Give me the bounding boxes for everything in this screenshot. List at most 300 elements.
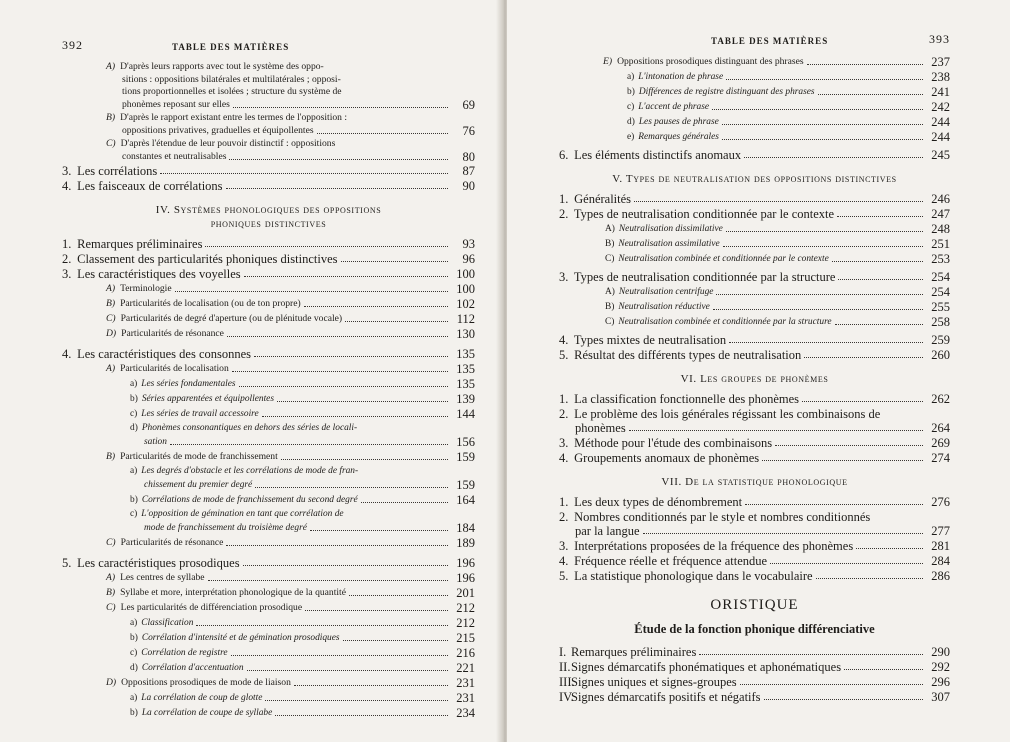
entry-title: Types mixtes de neutralisation — [573, 333, 727, 347]
item-marker: c) — [627, 102, 635, 112]
toc-para-c — [62, 138, 475, 163]
oristique-heading: ORISTIQUE — [710, 597, 799, 613]
section-heading-iv — [62, 203, 475, 231]
item-marker: C) — [605, 254, 615, 264]
page-ref: 112 — [456, 312, 475, 326]
toc-subsubentry — [559, 237, 950, 251]
right-running-head — [559, 34, 950, 54]
para-line: D'après leurs rapports avec tout le système des oppo- — [120, 61, 324, 72]
toc-entry — [559, 348, 950, 362]
para-line: tions proportionnelles et isolées ; structure du système de — [122, 86, 342, 97]
sub-marker: C) — [106, 313, 116, 324]
item-marker: d) — [130, 663, 138, 673]
item-title: Phonèmes consonantiques en dehors des séries de locali- — [141, 423, 358, 433]
page-ref: 212 — [456, 601, 475, 615]
dot-leader — [160, 173, 448, 174]
dot-leader — [744, 157, 923, 158]
dot-leader — [745, 504, 923, 505]
toc-entry — [559, 569, 950, 583]
page-ref: 244 — [931, 115, 950, 129]
item-title: Neutralisation combinée et conditionnée par la structure — [618, 317, 832, 327]
page-ref: 260 — [931, 348, 950, 362]
toc-entry — [62, 556, 475, 570]
page-ref: 237 — [931, 55, 950, 69]
sub-marker: C) — [106, 602, 116, 613]
toc-subentry — [62, 676, 475, 690]
item-marker: a) — [130, 693, 138, 703]
toc-subsubentry — [62, 407, 475, 421]
page-ref: 156 — [456, 435, 475, 449]
section-heading-line: IV. Systèmes phonologiques des oppositions — [155, 204, 382, 216]
item-title: Neutralisation dissimilative — [618, 224, 723, 234]
dot-leader — [175, 291, 448, 292]
dot-leader — [712, 109, 923, 110]
sub-title: Particularités de résonance — [121, 328, 224, 339]
page-ref: 80 — [462, 149, 475, 164]
entry-number: 5. — [62, 556, 72, 570]
para-line: sitions : oppositions bilatérales et multilatérales ; opposi- — [122, 73, 341, 85]
toc-subentry — [62, 571, 475, 585]
page-ref: 93 — [462, 237, 475, 251]
page-ref: 247 — [931, 207, 950, 221]
entry-number: 3. — [62, 164, 72, 178]
page-ref: 231 — [456, 676, 475, 690]
item-title: Remarques générales — [638, 132, 719, 142]
item-title-cont: sation — [144, 437, 167, 447]
dot-leader — [361, 502, 448, 503]
dot-leader — [255, 487, 448, 488]
sub-marker: B) — [106, 587, 116, 598]
right-running-title: TABLE DES MATIÈRES — [711, 36, 829, 46]
toc-subsubentry — [62, 706, 475, 720]
toc-subsubentry — [559, 252, 950, 266]
item-title-cont: chissement du premier degré — [144, 480, 253, 490]
entry-title: Signes uniques et signes-groupes — [571, 675, 737, 689]
page-ref: 292 — [931, 660, 950, 674]
dot-leader — [226, 545, 448, 546]
dot-leader — [729, 342, 923, 343]
para-marker: B) — [106, 112, 116, 123]
dot-leader — [740, 684, 923, 685]
item-title: Neutralisation combinée et conditionnée par le contexte — [618, 254, 829, 264]
toc-subentry — [62, 450, 475, 464]
item-title: Neutralisation assimilative — [618, 239, 720, 249]
entry-number: 1. — [559, 495, 569, 509]
dot-leader — [262, 416, 448, 417]
dot-leader — [227, 336, 448, 337]
dot-leader — [275, 715, 448, 716]
section-heading-vii — [559, 475, 950, 489]
entry-title: Signes démarcatifs phonématiques et aphonématiques — [571, 660, 842, 674]
toc-subentry — [62, 362, 475, 376]
right-page — [507, 0, 1010, 742]
page-ref: 242 — [931, 100, 950, 114]
toc-subsubentry — [62, 646, 475, 660]
toc-entry — [62, 237, 475, 251]
dot-leader — [643, 533, 923, 534]
dot-leader — [837, 216, 923, 217]
dot-leader — [310, 530, 448, 531]
dot-leader — [722, 139, 923, 140]
item-marker: c) — [130, 409, 138, 419]
entry-number: IV. — [559, 690, 574, 704]
toc-entry — [62, 179, 475, 193]
item-title: Neutralisation centrifuge — [618, 287, 714, 297]
page-ref: 159 — [456, 450, 475, 464]
entry-title: Les caractéristiques prosodiques — [77, 556, 240, 570]
dot-leader — [816, 578, 923, 579]
toc-subsubentry — [559, 315, 950, 329]
page-ref: 196 — [456, 556, 475, 570]
page-ref: 264 — [931, 421, 950, 435]
dot-leader — [838, 279, 923, 280]
page-ref: 248 — [931, 222, 950, 236]
toc-subsubentry — [62, 493, 475, 507]
entry-number: II. — [559, 660, 571, 674]
dot-leader — [343, 640, 448, 641]
sub-marker: C) — [106, 537, 116, 548]
dot-leader — [305, 610, 448, 611]
page-ref: 164 — [456, 493, 475, 507]
page-ref: 269 — [931, 436, 950, 450]
dot-leader — [304, 306, 448, 307]
toc-subsubentry — [559, 130, 950, 144]
entry-number: 2. — [559, 510, 569, 524]
dot-leader — [205, 246, 448, 247]
page-ref: 69 — [462, 97, 475, 112]
page-ref: 215 — [456, 631, 475, 645]
page-ref: 258 — [931, 315, 950, 329]
toc-subsubentry — [62, 465, 475, 492]
page-ref: 196 — [456, 571, 475, 585]
dot-leader — [629, 430, 923, 431]
dot-leader — [317, 133, 448, 134]
entry-number: 4. — [559, 451, 569, 465]
item-marker: B) — [605, 239, 615, 249]
toc-subsubentry — [559, 115, 950, 129]
entry-number: 1. — [559, 392, 569, 406]
toc-subsubentry — [62, 631, 475, 645]
entry-number: 5. — [559, 348, 569, 362]
entry-title: Méthode pour l'étude des combinaisons — [574, 436, 773, 450]
toc-entry — [62, 267, 475, 281]
item-title: Neutralisation réductive — [618, 302, 710, 312]
entry-title: Signes démarcatifs positifs et négatifs — [571, 690, 761, 704]
toc-subsubentry — [62, 422, 475, 449]
entry-number: 2. — [559, 207, 569, 221]
dot-leader — [832, 261, 923, 262]
entry-number: 5. — [559, 569, 569, 583]
left-running-head — [62, 40, 475, 60]
toc-entry — [62, 347, 475, 361]
entry-title: Généralités — [574, 192, 632, 206]
page-ref: 90 — [462, 179, 475, 193]
dot-leader — [232, 371, 448, 372]
entry-title: Les éléments distinctifs anomaux — [574, 148, 742, 162]
item-marker: b) — [130, 394, 138, 404]
page-ref: 244 — [931, 130, 950, 144]
entry-number: 1. — [559, 192, 569, 206]
page-ref: 189 — [456, 536, 475, 550]
toc-subsubentry — [559, 70, 950, 84]
entry-number: 4. — [559, 554, 569, 568]
toc-subsubentry — [559, 100, 950, 114]
page-ref: 87 — [462, 164, 475, 178]
dot-leader — [775, 445, 923, 446]
page-ref: 100 — [456, 267, 475, 281]
toc-entry — [559, 333, 950, 347]
item-marker: b) — [627, 87, 635, 97]
dot-leader — [244, 276, 448, 277]
toc-subsubentry — [62, 508, 475, 535]
page-ref: 307 — [931, 690, 950, 704]
entry-title-cont: par la langue — [575, 524, 640, 538]
dot-leader — [802, 401, 923, 402]
section-heading-text: V. Types de neutralisation des oppositions distinctives — [612, 173, 897, 185]
dot-leader — [226, 188, 448, 189]
dot-leader — [807, 64, 923, 65]
entry-number: 2. — [559, 407, 569, 421]
page-ref: 135 — [456, 362, 475, 376]
page-ref: 274 — [931, 451, 950, 465]
entry-title: Les deux types de dénombrement — [574, 495, 743, 509]
item-marker: A) — [605, 287, 615, 297]
entry-number: 3. — [62, 267, 72, 281]
sub-marker: A) — [106, 572, 116, 583]
page-ref: 212 — [456, 616, 475, 630]
page-ref: 246 — [931, 192, 950, 206]
page-ref: 201 — [456, 586, 475, 600]
page-ref: 253 — [931, 252, 950, 266]
para-marker: A) — [106, 61, 116, 72]
toc-entry — [559, 510, 950, 538]
item-marker: C) — [605, 317, 615, 327]
toc-subsubentry — [62, 377, 475, 391]
page-ref: 254 — [931, 270, 950, 284]
sub-title: Terminologie — [120, 283, 172, 294]
page-ref: 281 — [931, 539, 950, 553]
entry-title: Le problème des lois générales régissant les combinaisons de — [574, 407, 881, 421]
toc-subentry — [62, 297, 475, 311]
entry-title: Types de neutralisation conditionnée par la structure — [573, 270, 836, 284]
sub-marker: D) — [106, 328, 117, 339]
item-title-cont: mode de franchissement du troisième degré — [144, 523, 307, 533]
dot-leader — [208, 580, 448, 581]
entry-title: La classification fonctionnelle des phonèmes — [574, 392, 800, 406]
page-ref: 238 — [931, 70, 950, 84]
dot-leader — [726, 79, 923, 80]
para-last-line: phonèmes reposant sur elles — [122, 98, 230, 110]
dot-leader — [713, 309, 923, 310]
toc-entry — [559, 539, 950, 553]
sub-title: Particularités de localisation — [120, 363, 229, 374]
page-ref: 245 — [931, 148, 950, 162]
page-ref: 100 — [456, 282, 475, 296]
entry-title: Les corrélations — [77, 164, 158, 178]
item-marker: d) — [130, 423, 138, 433]
item-title: Les pauses de phrase — [638, 117, 719, 127]
toc-subsubentry — [559, 85, 950, 99]
page-ref: 255 — [931, 300, 950, 314]
toc-entry — [559, 690, 950, 704]
item-marker: c) — [130, 509, 138, 519]
entry-title: Remarques préliminaires — [571, 645, 697, 659]
dot-leader — [243, 565, 448, 566]
para-line: D'après l'étendue de leur pouvoir distinctif : oppositions — [120, 138, 336, 149]
page-ref: 284 — [931, 554, 950, 568]
entry-title: La statistique phonologique dans le vocabulaire — [574, 569, 813, 583]
entry-number: 4. — [559, 333, 569, 347]
entry-number: 3. — [559, 436, 569, 450]
page-ref: 231 — [456, 691, 475, 705]
dot-leader — [722, 124, 923, 125]
page-ref: 296 — [931, 675, 950, 689]
item-marker: B) — [605, 302, 615, 312]
section-heading-text: VI. Les groupes de phonèmes — [680, 373, 829, 385]
item-marker: a) — [130, 618, 138, 628]
sub-title: Les particularités de différenciation prosodique — [120, 602, 303, 613]
item-title: Corrélations de mode de franchissement du second degré — [141, 495, 358, 505]
sub-title: Oppositions prosodiques de mode de liaison — [121, 677, 291, 688]
toc-entry — [62, 164, 475, 178]
item-title: La corrélation de coup de glotte — [141, 693, 263, 703]
toc-para-a — [62, 61, 475, 111]
entry-number: 6. — [559, 148, 569, 162]
toc-entry — [559, 148, 950, 162]
dot-leader — [818, 94, 923, 95]
entry-title-cont: phonèmes — [575, 421, 626, 435]
item-title: Les séries fondamentales — [141, 379, 236, 389]
sub-marker: E) — [603, 56, 613, 67]
item-title: Corrélation d'accentuation — [141, 663, 244, 673]
item-title: Les degrés d'obstacle et les corrélations de mode de fran- — [141, 466, 359, 476]
entry-number: 4. — [62, 347, 72, 361]
sub-title: Particularités de résonance — [120, 537, 224, 548]
toc-subsubentry — [62, 661, 475, 675]
left-running-title: TABLE DES MATIÈRES — [172, 42, 290, 52]
dot-leader — [349, 595, 448, 596]
entry-number: 1. — [62, 237, 72, 251]
dot-leader — [254, 356, 448, 357]
sub-marker: D) — [106, 677, 117, 688]
toc-entry — [559, 192, 950, 206]
sub-title: Particularités de localisation (ou de ton propre) — [120, 298, 301, 309]
page-ref: 144 — [456, 407, 475, 421]
dot-leader — [277, 401, 448, 402]
item-title: Différences de registre distinguant des phrases — [638, 87, 815, 97]
page-ref: 102 — [456, 297, 475, 311]
dot-leader — [835, 324, 923, 325]
entry-number: 3. — [559, 270, 569, 284]
item-marker: a) — [130, 379, 138, 389]
para-last-line: constantes et neutralisables — [122, 150, 227, 162]
item-title: L'intonation de phrase — [638, 72, 724, 82]
toc-subentry — [62, 327, 475, 341]
toc-entry — [559, 675, 950, 689]
page-ref: 135 — [456, 377, 475, 391]
dot-leader — [804, 357, 923, 358]
toc-entry — [559, 645, 950, 659]
page-ref: 234 — [456, 706, 475, 720]
entry-title: Groupements anomaux de phonèmes — [574, 451, 760, 465]
page-ref: 286 — [931, 569, 950, 583]
para-marker: C) — [106, 138, 116, 149]
dot-leader — [726, 231, 923, 232]
dot-leader — [247, 670, 448, 671]
para-last-line: oppositions privatives, graduelles et équipollentes — [122, 124, 314, 136]
dot-leader — [764, 699, 923, 700]
item-marker: A) — [605, 224, 615, 234]
dot-leader — [170, 444, 448, 445]
toc-subentry — [62, 536, 475, 550]
item-marker: e) — [627, 132, 635, 142]
item-title: Les séries de travail accessoire — [141, 409, 259, 419]
dot-leader — [844, 669, 923, 670]
item-title: La corrélation de coupe de syllabe — [141, 708, 273, 718]
toc-entry — [559, 407, 950, 435]
entry-title: Types de neutralisation conditionnée par le contexte — [573, 207, 835, 221]
dot-leader — [762, 460, 923, 461]
entry-number: 2. — [62, 252, 72, 266]
entry-title: Interprétations proposées de la fréquence des phonèmes — [574, 539, 854, 553]
sub-title: Syllabe et more, interprétation phonologique de la quantité — [120, 587, 346, 598]
item-title: L'opposition de gémination en tant que corrélation de — [141, 509, 344, 519]
item-title: Séries apparentées et équipollentes — [141, 394, 274, 404]
page-ref: 76 — [462, 123, 475, 138]
entry-title: Classement des particularités phoniques distinctives — [77, 252, 338, 266]
left-page — [0, 0, 503, 742]
entry-title: Les faisceaux de corrélations — [77, 179, 223, 193]
toc-subentry — [62, 601, 475, 615]
item-marker: a) — [130, 466, 138, 476]
page-ref: 251 — [931, 237, 950, 251]
sub-title: Particularités de degré d'aperture (ou de plénitude vocale) — [120, 313, 343, 324]
page-ref: 216 — [456, 646, 475, 660]
item-title: Corrélation de registre — [141, 648, 228, 658]
item-title: Corrélation d'intensité et de gémination prosodiques — [141, 633, 340, 643]
dot-leader — [265, 700, 448, 701]
item-marker: b) — [130, 633, 138, 643]
sub-marker: B) — [106, 298, 116, 309]
sub-marker: A) — [106, 363, 116, 374]
entry-number: I. — [559, 645, 567, 659]
toc-entry — [559, 451, 950, 465]
dot-leader — [229, 159, 448, 160]
toc-subsubentry — [62, 691, 475, 705]
toc-entry — [559, 392, 950, 406]
dot-leader — [281, 459, 448, 460]
page-ref: 290 — [931, 645, 950, 659]
toc-entry — [62, 252, 475, 266]
dot-leader — [294, 685, 448, 686]
toc-entry — [559, 554, 950, 568]
right-page-number: 393 — [929, 32, 950, 46]
entry-title: Fréquence réelle et fréquence attendue — [574, 554, 768, 568]
sub-title: Particularités de mode de franchissement — [120, 451, 278, 462]
toc-entry — [559, 660, 950, 674]
dot-leader — [239, 386, 448, 387]
dot-leader — [341, 261, 449, 262]
dot-leader — [723, 246, 923, 247]
page-ref: 277 — [931, 524, 950, 538]
entry-number: III. — [559, 675, 575, 689]
item-marker: a) — [627, 72, 635, 82]
toc-para-b — [62, 112, 475, 137]
left-page-number: 392 — [62, 38, 83, 52]
entry-title: Résultat des différents types de neutralisation — [574, 348, 802, 362]
sub-title: Oppositions prosodiques distinguant des phrases — [617, 56, 804, 67]
item-marker: d) — [627, 117, 635, 127]
